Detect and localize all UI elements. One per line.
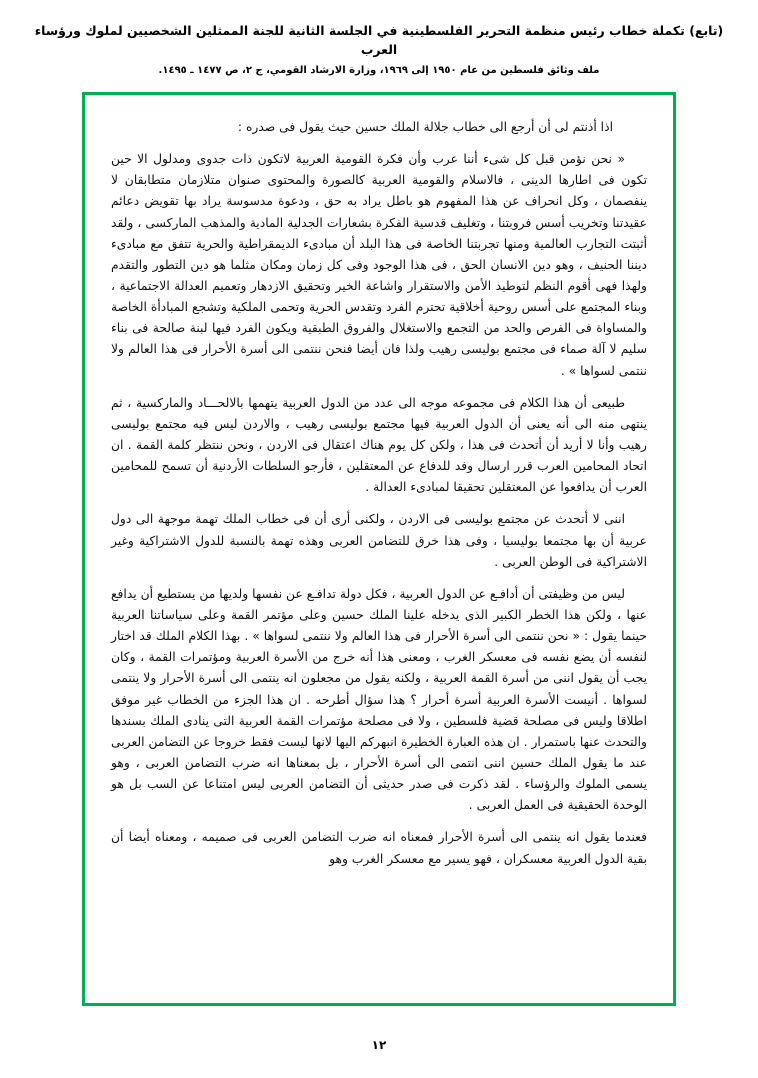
paragraph-1: اذا أذنتم لى أن أرجع الى خطاب جلالة الملك حسين حيث يقول فى صدره : <box>237 120 613 134</box>
paragraph-6: فعندما يقول انه ينتمى الى أسرة الأحرار فمعناه انه ضرب التضامن العربى فى صميمه ، ومعناه أيضا أن بقية الدول العربية معسكران ، فهو يسير مع معسكر الغرب وهو <box>111 830 647 866</box>
page-number: ١٢ <box>371 1038 387 1052</box>
source-citation: ملف وثائق فلسطين من عام ١٩٥٠ إلى ١٩٦٩، وزارة الارشاد القومي، ج ٢، ص ١٤٧٧ ـ ١٤٩٥. <box>158 64 600 76</box>
paragraph-2: « نحن نؤمن قبل كل شىء أننا عرب وأن فكرة القومية العربية لاتكون ذات جدوى ومدلول الا حين تكون فى اطارها الدينى ، فالاسلام والقومية العربية كالصورة والمحتوى صنوان متلازمان متطابقان لا ينفصمان ، وكل انحراف عن هذا المفهوم هو باطل يراد به حق ، ودعوة مدسوسة يراد بها تقويض دعائم عقيدتنا وتخريب أسس فروبتنا ، وتغليف قدسية الفكرة بشعارات الجدلية المادية والمذهب الماركسى ، ولقد أثبتت التجارب العالمية ومنها تجربتنا الخاصة فى هذا البلد أن مبادىء الديمقراطية والحرية تتفق مع مبادىء ديننا الحنيف ، وهو دين الانسان الحق ، فى هذا الوجود وفى كل زمان ومكان مثلما هو دين التطور والتقدم ولهذا فهى أقوم النظم لتوطيد الأمن والاستقرار واشاعة الخير وتحقيق الازدهار وتعميم العدالة الاجتماعية ، وبناء المجتمع على أسس روحية أخلاقية تحترم الفرد وتقدس الحرية وتحمى الملكية وتشجع المبادأة الخاصة والمساواة فى الفرص والحد من التجمع والاستغلال والفروق الطبقية ويكون الفرد فيها لبنة صالحة فى بناء سليم لا آلة صماء فى مجتمع بوليسى رهيب ولذا فان أيضا فنحن ننتمى الى أسرة الأحرار فى هذا العالم ولا ننتمى لسواها » . <box>111 152 647 378</box>
bordered-content-frame <box>82 92 676 1006</box>
paragraph-3: طبيعى أن هذا الكلام فى مجموعه موجه الى عدد من الدول العربية يتهمها بالالحـــاد والماركسية ، ثم ينتهى منه الى أنه يعنى أن الدول العربية فيها مجتمع بوليسى رهيب ، والاردن ليس فيه مجتمع بوليسى رهيب وأنا لا أريد أن أتحدث فى هذا ، ولكن كل يوم هناك اعتقال فى الاردن ، ونحن ننتظر كلمة القمة . ان اتحاد المحامين العرب قرر ارسال وفد للدفاع عن المعتقلين ، فأرجو السلطات الأردنية أن تسمح للمحامين العرب أن يدافعوا عن المعتقلين تحقيقا لمبادىء العدالة . <box>111 395 647 495</box>
paragraph-5: ليس من وظيفتى أن أدافـع عن الدول العربية ، فكل دولة تدافـع عن نفسها ولديها من يستطيع أن يدافع عنها ، ولكن هذا الخطر الكبير الذى يدخله علينا الملك حسين وعلى مؤتمر القمة وعلى سياساتنا العربية حينما يقول : « نحن ننتمى الى أسرة الأحرار فى هذا العالم ولا ننتمى لسواها » . بهذا الكلام الملك قد اختار لنفسه أن يضع نفسه فى معسكر الغرب ، ومعنى هذا أنه خرج من الأسرة العربية ومؤتمرات القمة ، وكان يجب أن يقول اننى من أسرة القمة العربية ، ولكنه يقول من مجعلون انه ينتمى الى أسرة الأحرار ولا ينتمى لسواها . أنيست الأسرة العربية أسرة أحرار ؟ هذا سؤال أطرحه . ان هذا الجزء من الخطاب غير موفق اطلاقا وليس فى مصلحة قضية فلسطين ، ولا فى مصلحة مؤتمرات القمة العربية التى ينادى الملك بسندها والتحدث عنها باستمرار . ان هذه العبارة الخطيرة انبهركم اليها لانها ليست فقط خروجا عن التضامن العربى عند ما يقول الملك حسين اننى انتمى الى أسرة الأحرار ، بل بمعناها انه ضرب التضامن العربى ، وهو يسمى الملوك والرؤساء . لقد ذكرت فى صدر حديثى أن التضامن العربى ليس امتناعا عن السب بل هو الوحدة الحقيقية فى العمل العربى . <box>111 586 647 813</box>
page-title: (تابع) تكملة خطاب رئيس منظمة التحرير الفلسطينية في الجلسة الثانية للجنة الممثلين الشخصيين لملوك ورؤساء العرب <box>34 23 724 57</box>
page-header <box>0 0 758 76</box>
paragraph-4: اننى لا أتحدث عن مجتمع بوليسى فى الاردن ، ولكنى أرى أن فى خطاب الملك تهمة موجهة الى دول عربية أن بها مجتمعا بوليسيا ، وفى هذا خرق للتضامن العربى وهذه تهمة بالنسبة للدول الاشتراكية وغير الاشتراكية فى الوطن العربى . <box>111 512 647 569</box>
